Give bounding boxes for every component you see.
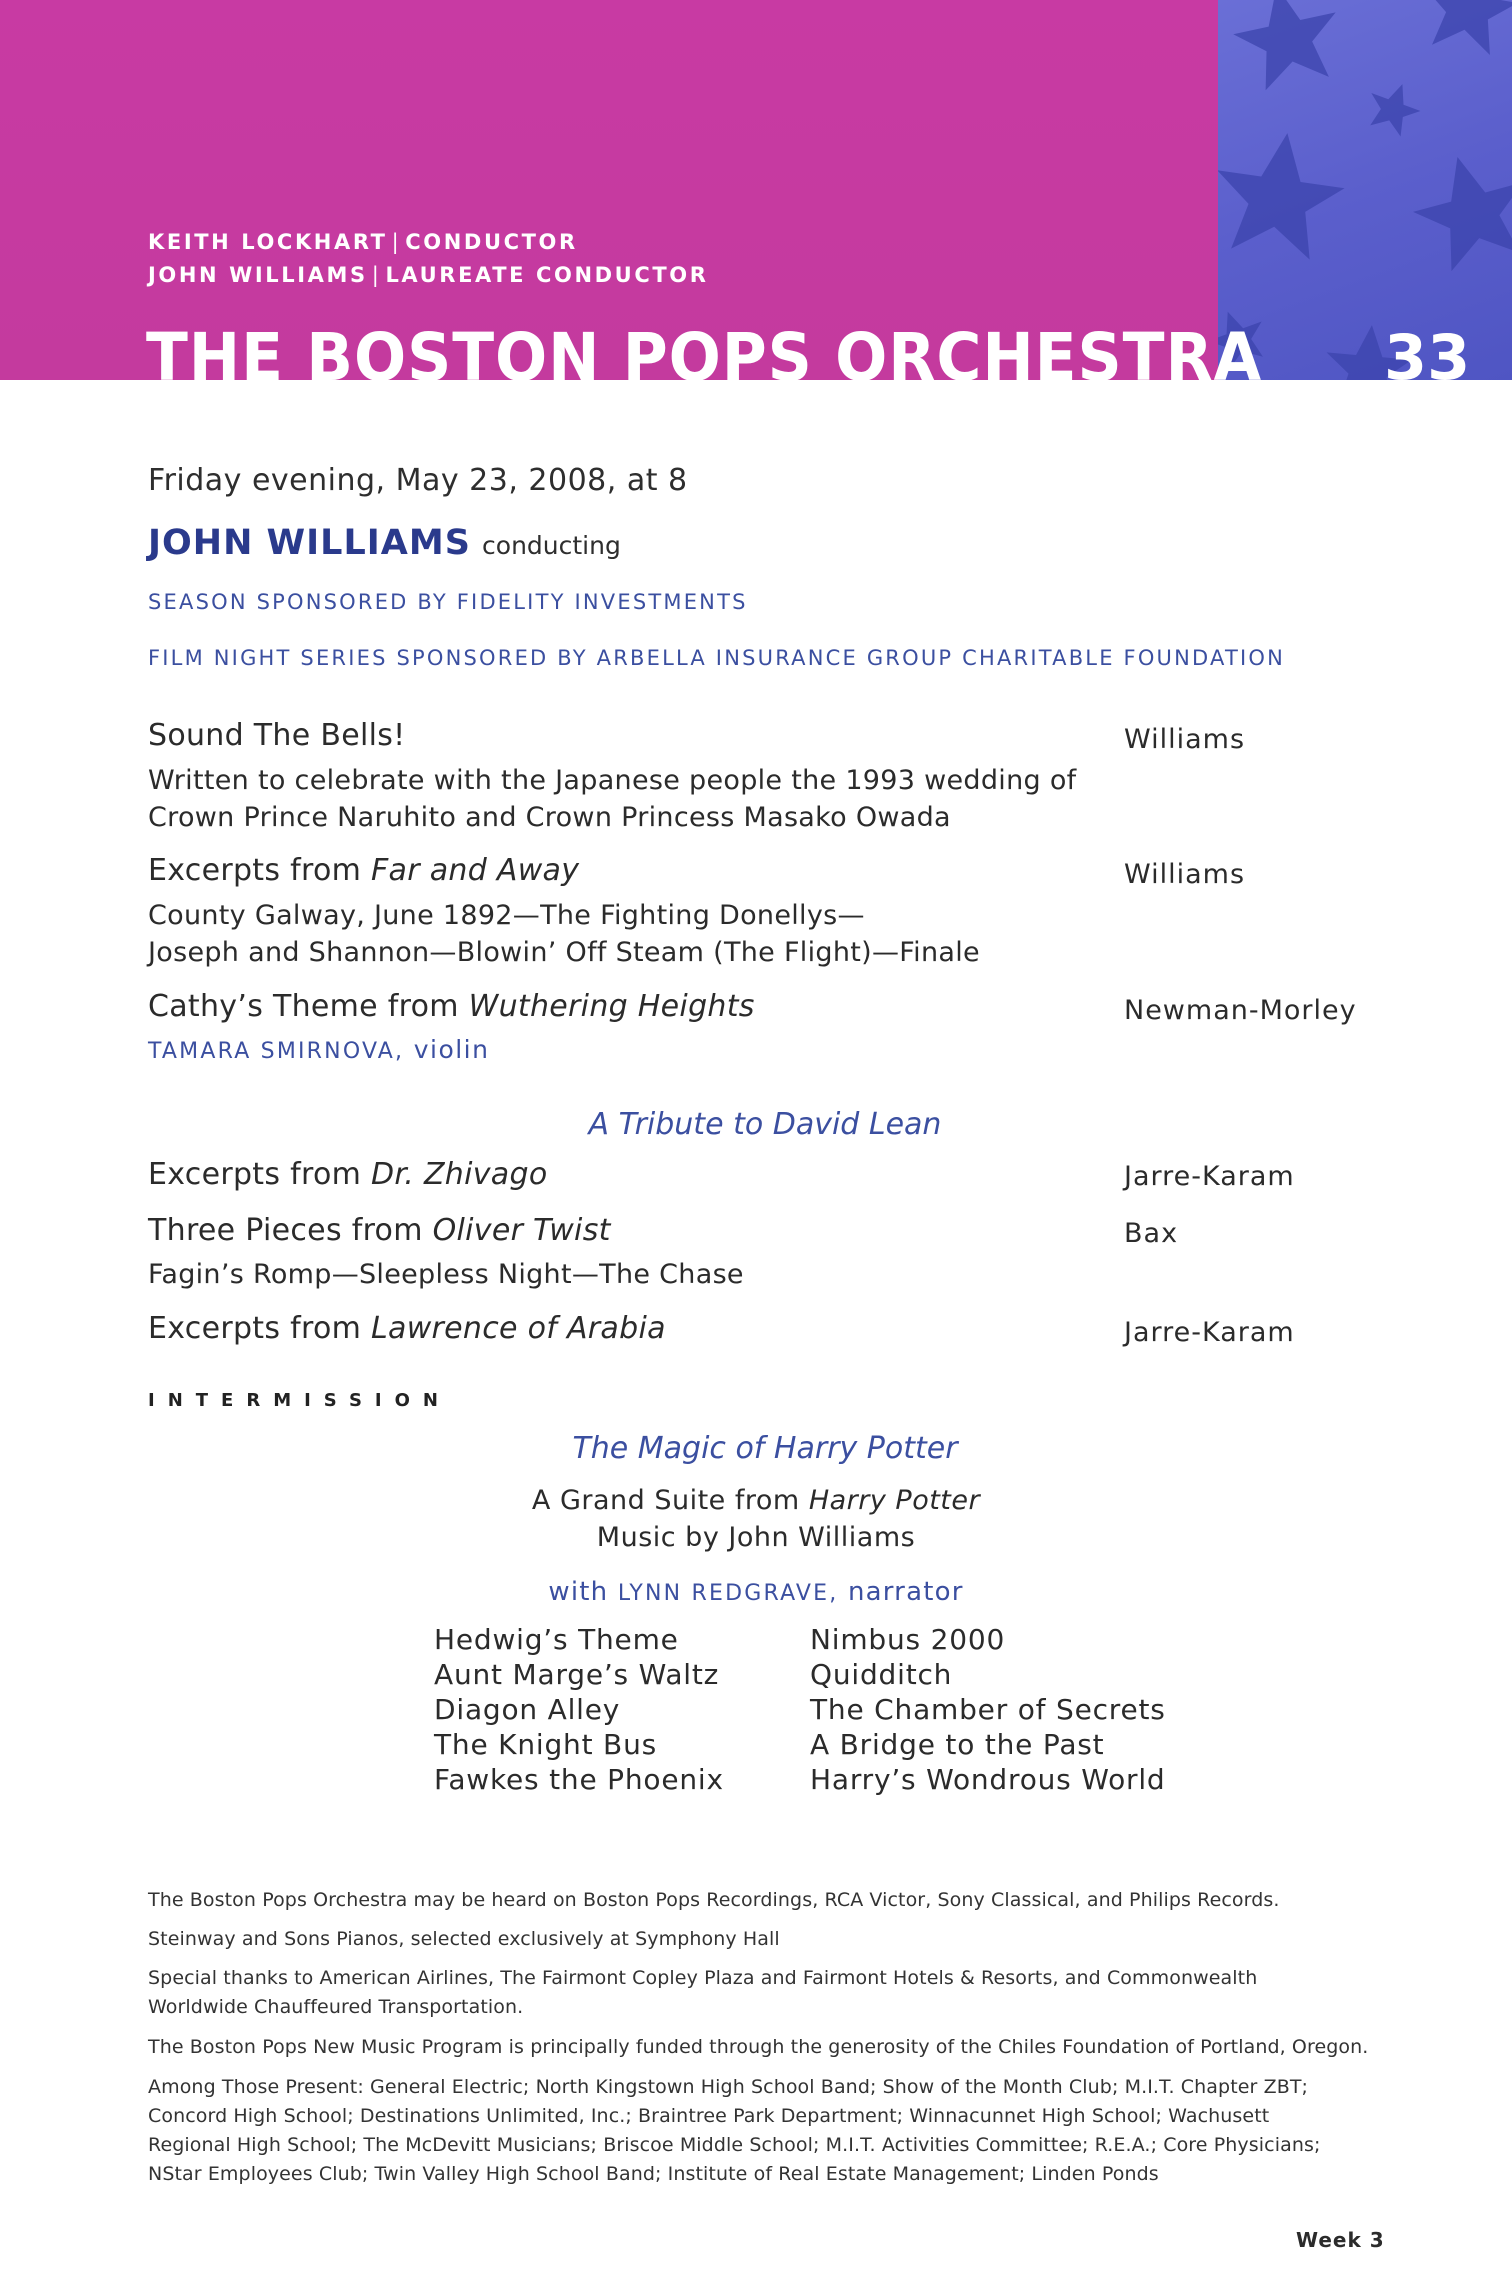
narrator-name: LYNN REDGRAVE, xyxy=(617,1581,839,1606)
conductor-role: conducting xyxy=(482,531,621,560)
work-film-title: Wuthering Heights xyxy=(468,989,755,1024)
work-composer: Jarre-Karam xyxy=(1124,1161,1295,1192)
work-title-prefix: Three Pieces from xyxy=(148,1213,423,1248)
conductor-name: JOHN WILLIAMS xyxy=(148,523,471,563)
week-label: Week 3 xyxy=(1296,2228,1385,2252)
work-composer: Jarre-Karam xyxy=(1124,1317,1295,1348)
work-title: Sound The Bells! xyxy=(148,718,406,753)
movement-item: Hedwig’s Theme xyxy=(434,1623,679,1656)
work-composer: Newman-Morley xyxy=(1124,995,1357,1026)
movements-right-column xyxy=(810,1622,1166,1797)
work-title xyxy=(148,989,755,1024)
note-present-line-2: Concord High School; Destinations Unlimited, Inc.; Braintree Park Department; Winnacunnet High School; Wachusett xyxy=(148,2105,1270,2127)
separator: | xyxy=(371,263,382,287)
note-pianos: Steinway and Sons Pianos, selected exclusively at Symphony Hall xyxy=(148,1928,780,1950)
work-composer: Bax xyxy=(1124,1218,1179,1249)
work-title-prefix: Excerpts from xyxy=(148,1157,362,1192)
date-line: Friday evening, May 23, 2008, at 8 xyxy=(148,463,688,498)
work-composer: Williams xyxy=(1124,724,1246,755)
conductor-credits xyxy=(148,226,709,292)
note-thanks-line-2: Worldwide Chauffeured Transportation. xyxy=(148,1996,524,2018)
note-thanks-line-1: Special thanks to American Airlines, The Fairmont Copley Plaza and Fairmont Hotels & Resorts, and Commonwealth xyxy=(148,1967,1258,1989)
page-number: 33 xyxy=(1384,321,1471,380)
movement-item: Fawkes the Phoenix xyxy=(434,1763,724,1796)
note-present-line-1: Among Those Present: General Electric; North Kingstown High School Band; Show of the Month Club; M.I.T. Chapter ZBT; xyxy=(148,2076,1309,2098)
season-sponsor: SEASON SPONSORED BY FIDELITY INVESTMENTS xyxy=(148,590,748,614)
movements-left-column xyxy=(434,1622,724,1797)
movement-item: A Bridge to the Past xyxy=(810,1728,1105,1761)
credit-2-name: JOHN WILLIAMS xyxy=(148,263,368,287)
movement-item: Aunt Marge’s Waltz xyxy=(434,1658,720,1691)
work-title xyxy=(148,1213,611,1248)
movement-item: Harry’s Wondrous World xyxy=(810,1763,1166,1796)
work-composer: Williams xyxy=(1124,859,1246,890)
note-recordings: The Boston Pops Orchestra may be heard on Boston Pops Recordings, RCA Victor, Sony Classical, and Philips Records. xyxy=(148,1889,1280,1911)
credit-2-role: LAUREATE CONDUCTOR xyxy=(385,263,709,287)
intermission-label: INTERMISSION xyxy=(148,1390,451,1411)
suite-music-by: Music by John Williams xyxy=(596,1522,916,1553)
narrator-role: narrator xyxy=(847,1577,964,1607)
work-title xyxy=(148,1157,548,1192)
tribute-heading: A Tribute to David Lean xyxy=(588,1107,942,1142)
work-description: Crown Prince Naruhito and Crown Princess Masako Owada xyxy=(148,802,951,833)
work-description: Written to celebrate with the Japanese people the 1993 wedding of xyxy=(148,765,1077,796)
work-film-title: Dr. Zhivago xyxy=(371,1157,548,1192)
work-film-title: Oliver Twist xyxy=(432,1213,611,1248)
movement-item: Nimbus 2000 xyxy=(810,1623,1006,1656)
series-sponsor: FILM NIGHT SERIES SPONSORED BY ARBELLA INSURANCE GROUP CHARITABLE FOUNDATION xyxy=(148,646,1286,670)
soloist-line xyxy=(148,1035,489,1064)
credit-1-name: KEITH LOCKHART xyxy=(148,230,388,254)
work-title-prefix: Excerpts from xyxy=(148,1311,362,1346)
harry-potter-heading: The Magic of Harry Potter xyxy=(572,1431,958,1466)
suite-film: Harry Potter xyxy=(808,1485,981,1516)
work-description: Fagin’s Romp—Sleepless Night—The Chase xyxy=(148,1259,744,1290)
orchestra-title: THE BOSTON POPS ORCHESTRA xyxy=(146,319,1263,380)
work-description: County Galway, June 1892—The Fighting Donellys— xyxy=(148,900,865,931)
soloist-name: TAMARA SMIRNOVA, xyxy=(148,1039,405,1064)
conductor-line xyxy=(148,523,621,563)
suite-prefix: A Grand Suite from xyxy=(531,1485,800,1516)
note-present-line-4: NStar Employees Club; Twin Valley High School Band; Institute of Real Estate Management; Linden Ponds xyxy=(148,2163,1159,2185)
work-title xyxy=(148,1311,666,1346)
narrator-line xyxy=(0,1577,1512,1607)
movement-item: The Knight Bus xyxy=(434,1728,658,1761)
soloist-instrument: violin xyxy=(413,1035,490,1064)
movement-item: Diagon Alley xyxy=(434,1693,621,1726)
note-present-line-3: Regional High School; The McDevitt Musicians; Briscoe Middle School; M.I.T. Activities Committee; R.E.A.; Core Physicians; xyxy=(148,2134,1321,2156)
work-title-prefix: Excerpts from xyxy=(148,853,362,888)
work-title xyxy=(148,853,579,888)
movement-item: Quidditch xyxy=(810,1658,953,1691)
header-band xyxy=(0,0,1512,380)
work-title-prefix: Cathy’s Theme from xyxy=(148,989,459,1024)
narrator-with: with xyxy=(548,1577,609,1607)
work-film-title: Lawrence of Arabia xyxy=(371,1311,666,1346)
note-new-music: The Boston Pops New Music Program is principally funded through the generosity of the Chiles Foundation of Portland, Oregon. xyxy=(148,2036,1369,2058)
work-description: Joseph and Shannon—Blowin’ Off Steam (The Flight)—Finale xyxy=(148,937,980,968)
movement-item: The Chamber of Secrets xyxy=(810,1693,1166,1726)
separator: | xyxy=(391,230,402,254)
suite-title xyxy=(0,1485,1512,1516)
work-film-title: Far and Away xyxy=(371,853,580,888)
credit-1-role: CONDUCTOR xyxy=(405,230,578,254)
